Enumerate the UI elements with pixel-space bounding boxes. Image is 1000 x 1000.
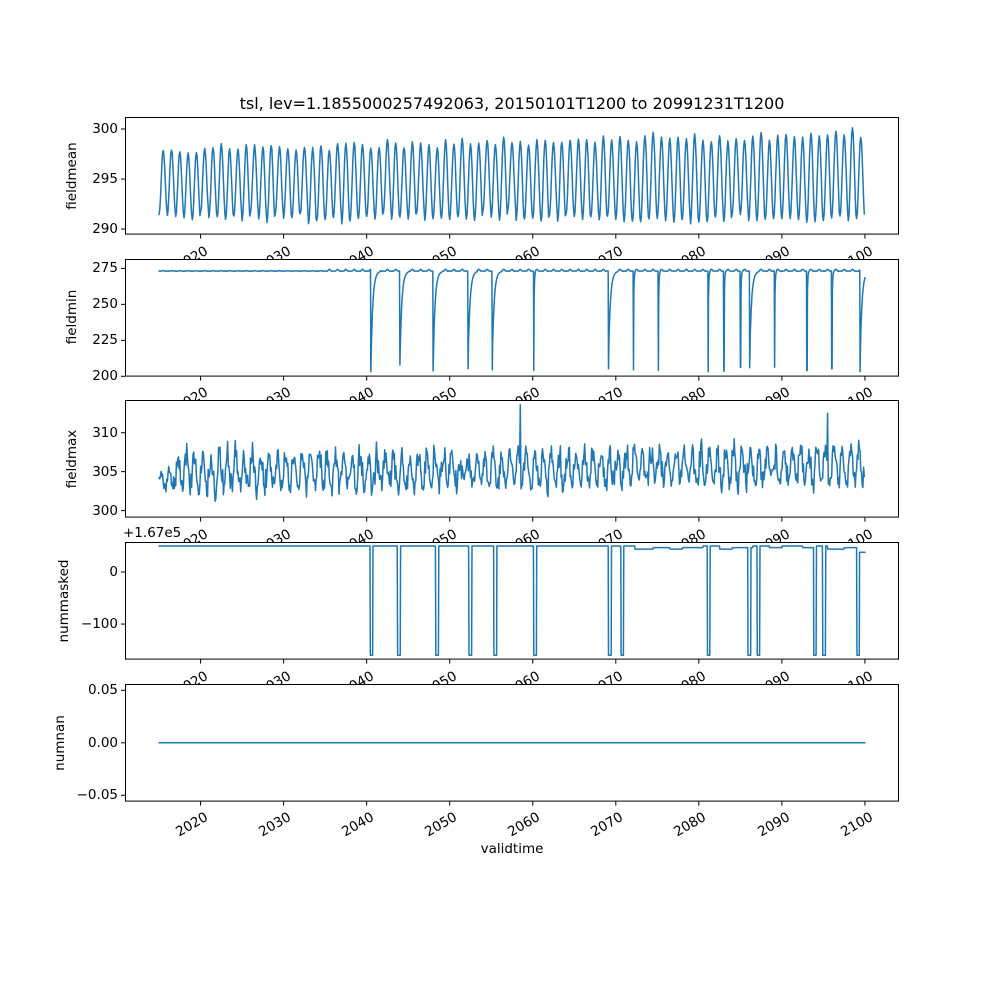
subplot-fieldmin	[64, 259, 899, 384]
x-tick-label: 2100	[837, 809, 876, 841]
subplot-numnan	[52, 682, 899, 841]
axes-spines	[126, 259, 899, 376]
y-axis-label-nummasked: nummasked	[56, 559, 72, 643]
x-tick-label: 2020	[173, 809, 212, 841]
x-tick-label: 2070	[588, 809, 627, 841]
x-tick-label: 2090	[754, 809, 793, 841]
y-tick-label: 295	[92, 171, 118, 188]
axes-canvas-fieldmax	[125, 400, 899, 518]
y-tick-label: 225	[92, 332, 118, 348]
y-tick-label: −0.05	[76, 787, 118, 804]
y-axis-offset-text: +1.67e5	[123, 525, 182, 542]
x-axis-label: validtime	[480, 841, 544, 857]
y-tick-label: 305	[92, 464, 118, 481]
subplot-nummasked	[56, 525, 899, 660]
y-tick-label: 310	[92, 425, 118, 442]
y-axis-label-fieldmean: fieldmean	[64, 142, 80, 210]
axes-canvas-fieldmean	[125, 117, 899, 235]
y-axis-label-numnan: numnan	[52, 714, 68, 771]
y-axis-label-fieldmax: fieldmax	[64, 429, 80, 489]
subplot-fieldmax	[64, 400, 899, 519]
nummasked-line	[159, 546, 865, 655]
fieldmin-line	[159, 269, 865, 372]
axes-canvas-nummasked	[125, 542, 899, 660]
x-tick-label: 2060	[505, 809, 544, 841]
fieldmean-line	[159, 128, 864, 224]
y-tick-label: 0.00	[87, 734, 118, 751]
y-tick-label: −100	[80, 616, 118, 633]
axes-canvas-numnan	[125, 684, 899, 802]
y-tick-label: 290	[92, 221, 118, 238]
fieldmax-line	[159, 405, 864, 502]
x-tick-label: 2080	[671, 809, 710, 841]
y-tick-label: 250	[92, 296, 118, 313]
y-tick-label: 200	[92, 367, 118, 384]
y-tick-label: 300	[92, 121, 118, 137]
y-axis-label-fieldmin: fieldmin	[64, 290, 80, 345]
x-tick-label: 2030	[256, 809, 295, 841]
x-tick-label: 2050	[422, 809, 461, 841]
y-tick-label: 0	[109, 564, 118, 581]
y-tick-label: 275	[92, 260, 118, 277]
subplot-fieldmean	[64, 117, 899, 238]
x-tick-label: 2040	[339, 809, 378, 841]
axes-spines	[126, 543, 899, 660]
y-tick-label: 300	[92, 502, 118, 519]
axes-canvas-fieldmin	[125, 259, 899, 377]
figure-title: tsl, lev=1.1855000257492063, 20150101T1200 to 20991231T1200	[239, 94, 785, 113]
y-tick-label: 0.05	[87, 682, 118, 699]
